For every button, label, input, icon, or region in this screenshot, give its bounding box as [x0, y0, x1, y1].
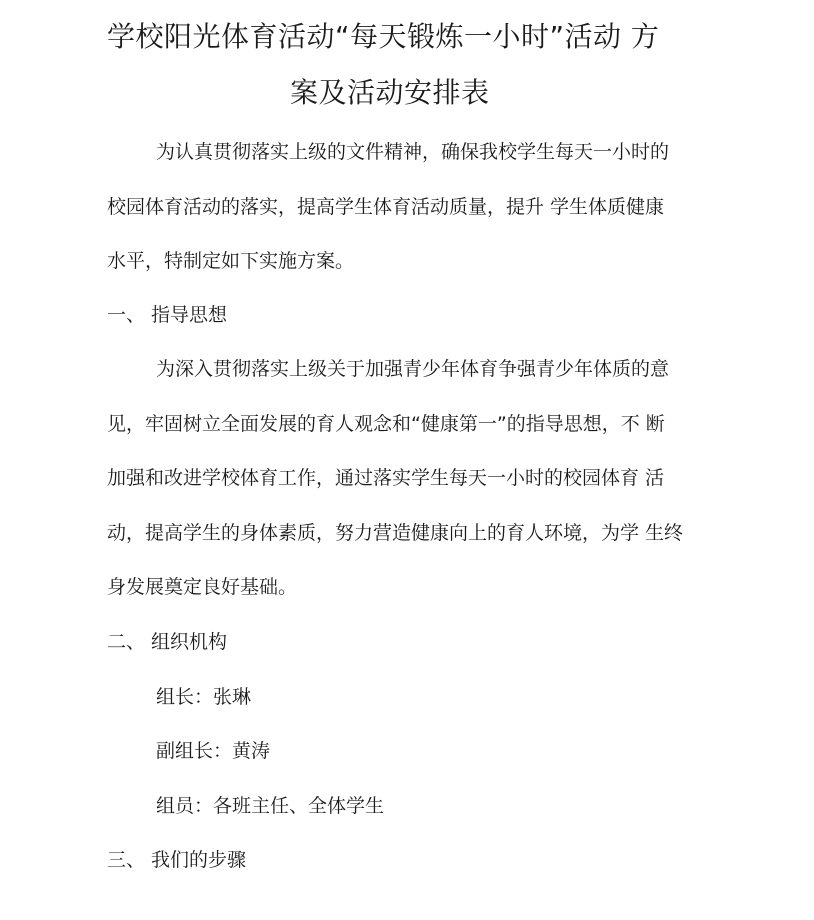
section-heading-guiding-idea: 一、 指导思想 — [107, 304, 228, 326]
intro-line-2: 校园体育活动的落实，提高学生体育活动质量，提升 学生体质健康 — [107, 196, 665, 218]
guiding-line-2: 见，牢固树立全面发展的育人观念和“健康第一”的指导思想，不 断 — [107, 413, 665, 435]
intro-line-1: 为认真贯彻落实上级的文件精神，确保我校学生每天一小时的 — [156, 141, 670, 163]
intro-line-3: 水平，特制定如下实施方案。 — [107, 250, 355, 272]
org-member-leader: 组长：张琳 — [156, 686, 252, 708]
section-heading-organization: 二、 组织机构 — [107, 631, 228, 653]
guiding-line-4: 动，提高学生的身体素质，努力营造健康向上的育人环境，为学 生终 — [107, 522, 684, 544]
org-member-deputy: 副组长：黄涛 — [156, 740, 271, 762]
org-member-members: 组员：各班主任、全体学生 — [156, 795, 385, 817]
document-title-line-2: 案及活动安排表 — [290, 76, 490, 109]
section-heading-steps: 三、 我们的步骤 — [107, 849, 247, 871]
guiding-line-1: 为深入贯彻落实上级关于加强青少年体育争强青少年体质的意 — [156, 358, 670, 380]
guiding-line-3: 加强和改进学校体育工作，通过落实学生每天一小时的校园体育 活 — [107, 467, 665, 489]
guiding-line-5: 身发展奠定良好基础。 — [107, 576, 298, 598]
document-title-line-1: 学校阳光体育活动“每天锻炼一小时”活动 方 — [107, 20, 660, 53]
